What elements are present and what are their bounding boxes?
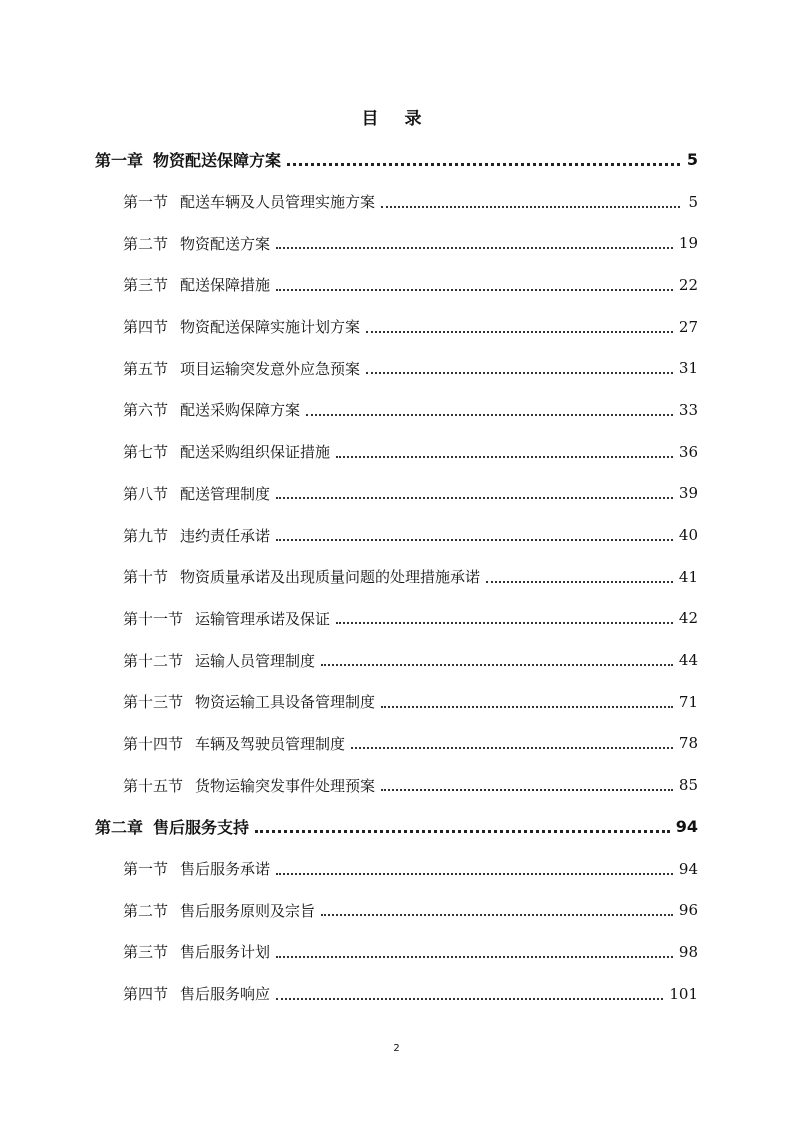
dot-leader <box>321 914 673 916</box>
dot-leader <box>351 747 673 749</box>
dot-leader <box>381 789 673 791</box>
toc-section-entry[interactable] <box>0 723 793 765</box>
dot-leader <box>336 456 673 458</box>
toc-entry-label <box>123 358 360 379</box>
toc-entry-number: 第一章 <box>95 151 144 171</box>
toc-chapter-entry[interactable] <box>0 139 793 181</box>
toc-entry-label <box>123 733 345 754</box>
toc-entry-label <box>123 233 270 254</box>
toc-entry-page: 19 <box>678 234 698 253</box>
dot-leader <box>287 163 680 166</box>
toc-entry-number: 第三节 <box>123 943 169 962</box>
dot-leader <box>276 998 663 1000</box>
toc-entry-number: 第七节 <box>123 443 169 462</box>
toc-title: 目 录 <box>361 109 432 129</box>
toc-section-entry[interactable] <box>0 264 793 306</box>
toc-entry-number: 第九节 <box>123 526 169 545</box>
dot-leader <box>276 289 673 291</box>
toc-entry-number: 第二节 <box>123 234 169 253</box>
toc-entry-number: 第十节 <box>123 568 169 587</box>
toc-entry-page: 78 <box>678 734 698 753</box>
toc-entry-number: 第十四节 <box>123 734 184 753</box>
dot-leader <box>255 830 670 833</box>
toc-entry-page: 41 <box>678 567 698 586</box>
toc-entry-number: 第十二节 <box>123 651 184 670</box>
toc-entry-page: 36 <box>678 442 698 461</box>
dot-leader <box>366 372 673 374</box>
toc-section-entry[interactable] <box>0 306 793 348</box>
toc-section-entry[interactable] <box>0 681 793 723</box>
toc-entry-label <box>123 608 330 629</box>
toc-list <box>0 139 793 1014</box>
toc-entry-page: 33 <box>678 400 698 419</box>
dot-leader <box>381 206 680 208</box>
dot-leader <box>366 331 673 333</box>
toc-section-entry[interactable] <box>0 473 793 515</box>
toc-entry-number: 第一节 <box>123 860 169 879</box>
toc-section-entry[interactable] <box>0 556 793 598</box>
toc-entry-title: 售后服务支持 <box>153 818 250 838</box>
dot-leader <box>276 956 673 958</box>
toc-entry-page: 5 <box>688 192 698 211</box>
toc-entry-page: 98 <box>678 942 698 961</box>
toc-entry-page: 94 <box>678 859 698 878</box>
toc-entry-number: 第一节 <box>123 193 169 212</box>
toc-entry-label <box>123 483 270 504</box>
toc-section-entry[interactable] <box>0 764 793 806</box>
toc-entry-title: 配送采购保障方案 <box>180 401 301 420</box>
toc-entry-number: 第六节 <box>123 401 169 420</box>
toc-entry-title: 项目运输突发意外应急预案 <box>180 359 361 378</box>
toc-entry-number: 第十五节 <box>123 776 184 795</box>
toc-entry-page: 22 <box>678 275 698 294</box>
toc-entry-page: 44 <box>678 651 698 670</box>
toc-section-entry[interactable] <box>0 598 793 640</box>
dot-leader <box>306 414 673 416</box>
toc-entry-number: 第四节 <box>123 318 169 337</box>
toc-entry-label <box>123 441 330 462</box>
toc-section-entry[interactable] <box>0 347 793 389</box>
dot-leader <box>381 706 673 708</box>
toc-entry-title: 售后服务计划 <box>180 943 271 962</box>
toc-section-entry[interactable] <box>0 931 793 973</box>
toc-entry-page: 31 <box>678 359 698 378</box>
dot-leader <box>276 539 673 541</box>
toc-section-entry[interactable] <box>0 639 793 681</box>
toc-entry-title: 物资质量承诺及出现质量问题的处理措施承诺 <box>180 568 481 587</box>
toc-entry-title: 配送保障措施 <box>180 276 271 295</box>
toc-entry-title: 配送采购组织保证措施 <box>180 443 331 462</box>
dot-leader <box>276 873 673 875</box>
toc-entry-page: 42 <box>678 609 698 628</box>
dot-leader <box>486 581 673 583</box>
toc-entry-title: 售后服务响应 <box>180 985 271 1004</box>
toc-entry-page: 101 <box>669 984 698 1003</box>
toc-entry-title: 运输管理承诺及保证 <box>195 609 331 628</box>
toc-entry-number: 第五节 <box>123 359 169 378</box>
page-number: 2 <box>393 1043 400 1054</box>
toc-section-entry[interactable] <box>0 973 793 1015</box>
toc-entry-number: 第十一节 <box>123 609 184 628</box>
toc-entry-label <box>123 191 375 212</box>
toc-entry-label <box>123 858 270 879</box>
toc-section-entry[interactable] <box>0 431 793 473</box>
toc-entry-label <box>123 900 315 921</box>
dot-leader <box>336 622 673 624</box>
toc-entry-page: 27 <box>678 317 698 336</box>
toc-entry-title: 物资配送保障实施计划方案 <box>180 318 361 337</box>
toc-entry-page: 85 <box>678 776 698 795</box>
toc-entry-label <box>123 650 315 671</box>
toc-entry-title: 物资配送保障方案 <box>153 151 282 171</box>
toc-entry-title: 违约责任承诺 <box>180 526 271 545</box>
toc-entry-label <box>95 815 249 838</box>
toc-entry-label <box>123 941 270 962</box>
toc-entry-title: 物资运输工具设备管理制度 <box>195 693 376 712</box>
toc-section-entry[interactable] <box>0 181 793 223</box>
toc-entry-number: 第二节 <box>123 901 169 920</box>
toc-entry-page: 40 <box>678 526 698 545</box>
toc-entry-label <box>123 274 270 295</box>
toc-section-entry[interactable] <box>0 389 793 431</box>
toc-entry-label <box>123 691 375 712</box>
toc-entry-page: 94 <box>675 817 698 837</box>
toc-entry-number: 第二章 <box>95 818 144 838</box>
toc-entry-number: 第三节 <box>123 276 169 295</box>
toc-entry-number: 第四节 <box>123 985 169 1004</box>
toc-entry-title: 货物运输突发事件处理预案 <box>195 776 376 795</box>
toc-entry-title: 售后服务原则及宗旨 <box>180 901 316 920</box>
toc-entry-page: 96 <box>678 901 698 920</box>
toc-entry-page: 39 <box>678 484 698 503</box>
dot-leader <box>276 247 673 249</box>
toc-entry-title: 车辆及驾驶员管理制度 <box>195 734 346 753</box>
dot-leader <box>321 664 673 666</box>
toc-entry-title: 配送管理制度 <box>180 484 271 503</box>
dot-leader <box>276 497 673 499</box>
toc-entry-label <box>123 399 300 420</box>
toc-entry-page: 5 <box>686 150 698 170</box>
toc-entry-title: 售后服务承诺 <box>180 860 271 879</box>
toc-entry-title: 物资配送方案 <box>180 234 271 253</box>
toc-entry-number: 第十三节 <box>123 693 184 712</box>
toc-entry-title: 运输人员管理制度 <box>195 651 316 670</box>
toc-chapter-entry[interactable] <box>0 806 793 848</box>
toc-section-entry[interactable] <box>0 848 793 890</box>
toc-entry-title: 配送车辆及人员管理实施方案 <box>180 193 376 212</box>
toc-entry-label <box>123 316 360 337</box>
toc-entry-page: 71 <box>678 692 698 711</box>
toc-entry-label <box>123 525 270 546</box>
toc-entry-label <box>123 983 270 1004</box>
toc-section-entry[interactable] <box>0 514 793 556</box>
toc-entry-label <box>123 775 375 796</box>
toc-section-entry[interactable] <box>0 222 793 264</box>
toc-entry-label <box>95 148 281 171</box>
toc-section-entry[interactable] <box>0 889 793 931</box>
toc-entry-label <box>123 566 480 587</box>
toc-entry-number: 第八节 <box>123 484 169 503</box>
